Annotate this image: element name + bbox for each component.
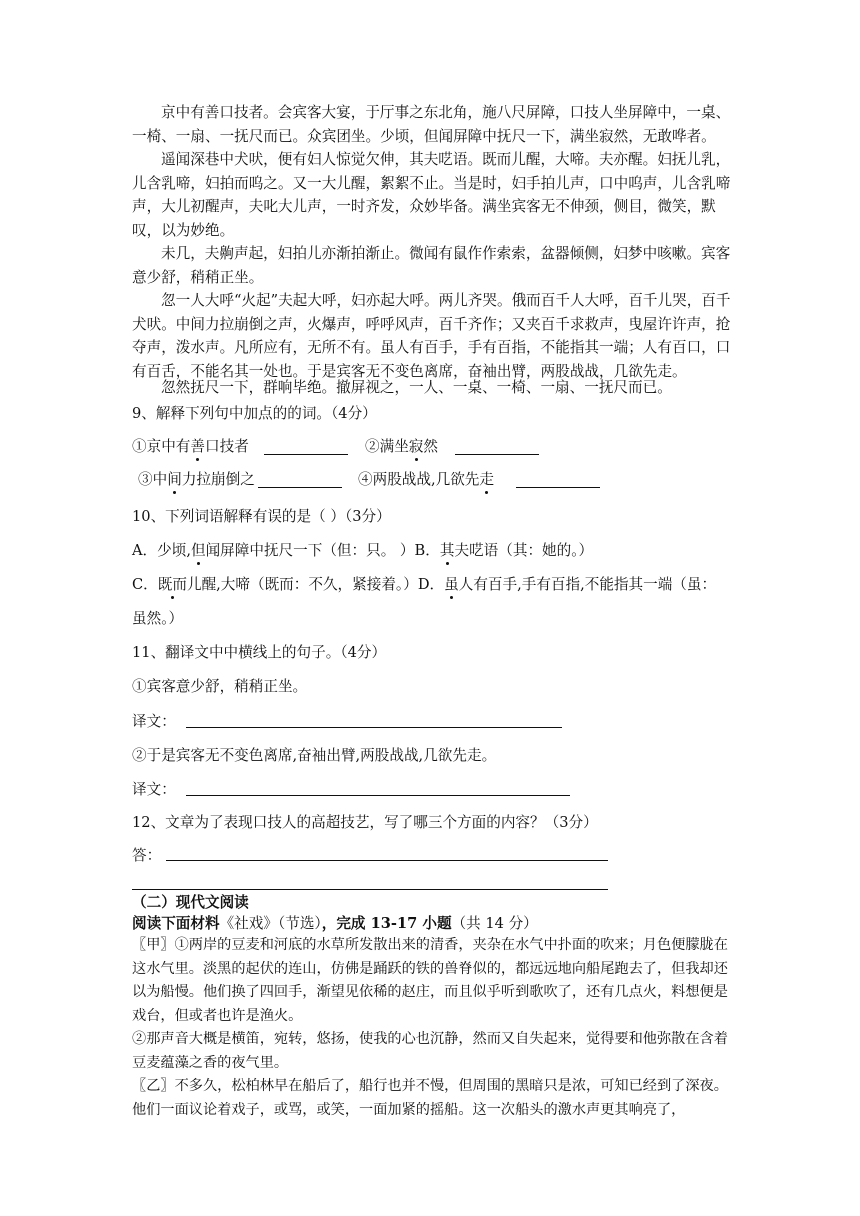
dotted-word: 间	[167, 471, 182, 488]
q10-option-ab: A．少顷,但闻屏障中抚尺一下（但：只。 ）B．其夫呓语（其：她的。）	[132, 542, 594, 559]
q9-title: 9、解释下列句中加点的的词。（4分）	[132, 405, 377, 422]
section-heading: （二）现代文阅读	[132, 894, 249, 911]
q12-title: 12、文章为了表现口技人的高超技艺，写了哪三个方面的内容？（3分）	[132, 814, 598, 831]
q9-item-c: ③中间力拉崩倒之	[138, 471, 255, 488]
excerpt-yi-paragraph: 〖乙〗不多久，松柏林早在船后了，船行也并不慢，但周围的黑暗只是浓，可知已经到了深夜。他们一面议论着戏子，或骂，或笑，一面加紧的摇船。这一次船头的激水声更其响亮了，	[132, 1078, 728, 1118]
q9-answer-line-b[interactable]	[455, 454, 539, 455]
passage-paragraph-3: 未几，夫齁声起，妇拍儿亦渐拍渐止。微闻有鼠作作索索，盆器倾侧，妇梦中咳嗽。宾客意少舒，稍稍正坐。	[132, 245, 731, 286]
q11-sentence-2: ②于是宾客无不变色离席,奋袖出臂,两股战战,几欲先走。	[132, 747, 497, 764]
dotted-word: 走	[479, 471, 494, 488]
excerpt-jia-paragraph-2: ②那声音大概是横笛，宛转，悠扬，使我的心也沉静，然而又自失起来，觉得要和他弥散在含着豆麦蕴藻之香的夜气里。	[132, 1031, 728, 1071]
dotted-word: 但	[190, 542, 206, 559]
q9-answer-line-d[interactable]	[516, 487, 600, 488]
excerpt-jia-paragraph-1: 〖甲〗①两岸的豆麦和河底的水草所发散出来的清香，夹杂在水气中扑面的吹来；月色便朦胧在这水气里。淡黑的起伏的连山，仿佛是踊跃的铁的兽脊似的，都远远地向船尾跑去了，但我却还以为船慢。他们换了四回手，渐望见依稀的赵庄，而且似乎听到歌吹了，还有几点火，料想便是戏台，但或者也许是渔火。	[132, 937, 728, 1025]
q11-sentence-1: ①宾客意少舒，稍稍正坐。	[132, 678, 308, 695]
q10-option-d-continued: 虽然。）	[132, 610, 184, 627]
q11-translation-label-2: 译文：	[132, 781, 176, 798]
dotted-word: 寂	[408, 438, 424, 455]
q9-item-d: ④两股战战,几欲先走	[358, 471, 494, 488]
section-instructions: 阅读下面材料《社戏》（节选），完成 13-17 小题（共 14 分）	[132, 915, 538, 932]
dotted-word: 其	[439, 542, 455, 559]
dotted-word: 善	[190, 438, 205, 455]
dotted-word: 虽	[444, 576, 459, 593]
q10-option-cd: C．既而儿醒,大啼（既而：不久，紧接着。）D．虽人有百手,手有百指,不能指其一端（虽：	[132, 576, 717, 593]
q12-answer-line-1[interactable]	[166, 860, 608, 861]
q9-answer-line-c[interactable]	[258, 487, 342, 488]
passage-paragraph-4: 忽一人大呼“火起”夫起大呼，妇亦起大呼。两儿齐哭。俄而百千人大呼，百千儿哭，百千犬吠。中间力拉崩倒之声，火爆声，呼呼风声，百千齐作；又夹百千求救声，曳屋许许声，抢夺声，泼水声。凡所应有，无所不有。虽人有百手，手有百指，不能指其一端；人有百口，口有百舌，不能名其一处也。于是宾客无不变色离席，奋袖出臂，两股战战，几欲先走。	[132, 292, 731, 380]
passage-paragraph-2: 遥闻深巷中犬吠，便有妇人惊觉欠伸，其夫呓语。既而儿醒，大啼。夫亦醒。妇抚儿乳，儿含乳啼，妇拍而呜之。又一大儿醒，絮絮不止。当是时，妇手拍儿声，口中呜声，儿含乳啼声，大儿初醒声，夫叱大儿声，一时齐发，众妙毕备。满坐宾客无不伸颈，侧目，微笑，默叹，以为妙绝。	[132, 151, 731, 239]
dotted-word: 既而	[157, 576, 187, 593]
q10-title: 10、下列词语解释有误的是（ ）（3分）	[132, 508, 391, 525]
passage-paragraph-1: 京中有善口技者。会宾客大宴，于厅事之东北角，施八尺屏障，口技人坐屏障中，一桌、一椅、一扇、一抚尺而已。众宾团坐。少顷，但闻屏障中抚尺一下，满坐寂然，无敢哗者。	[132, 104, 731, 145]
passage-paragraph-5: 忽然抚尺一下，群响毕绝。撤屏视之，一人、一桌、一椅、一扇、一抚尺而已。	[161, 379, 672, 396]
q12-answer-line-2[interactable]	[132, 889, 608, 890]
q11-translation-label-1: 译文：	[132, 713, 176, 730]
q12-answer-label: 答：	[132, 847, 162, 864]
q9-answer-line-a[interactable]	[264, 454, 348, 455]
q11-translation-line-2[interactable]	[186, 795, 570, 796]
q9-item-b: ②满坐寂然	[365, 438, 439, 455]
q9-item-a: ①京中有善口技者	[132, 438, 249, 455]
q11-title: 11、翻译文中中横线上的句子。（4分）	[132, 644, 387, 661]
q11-translation-line-1[interactable]	[186, 727, 562, 728]
